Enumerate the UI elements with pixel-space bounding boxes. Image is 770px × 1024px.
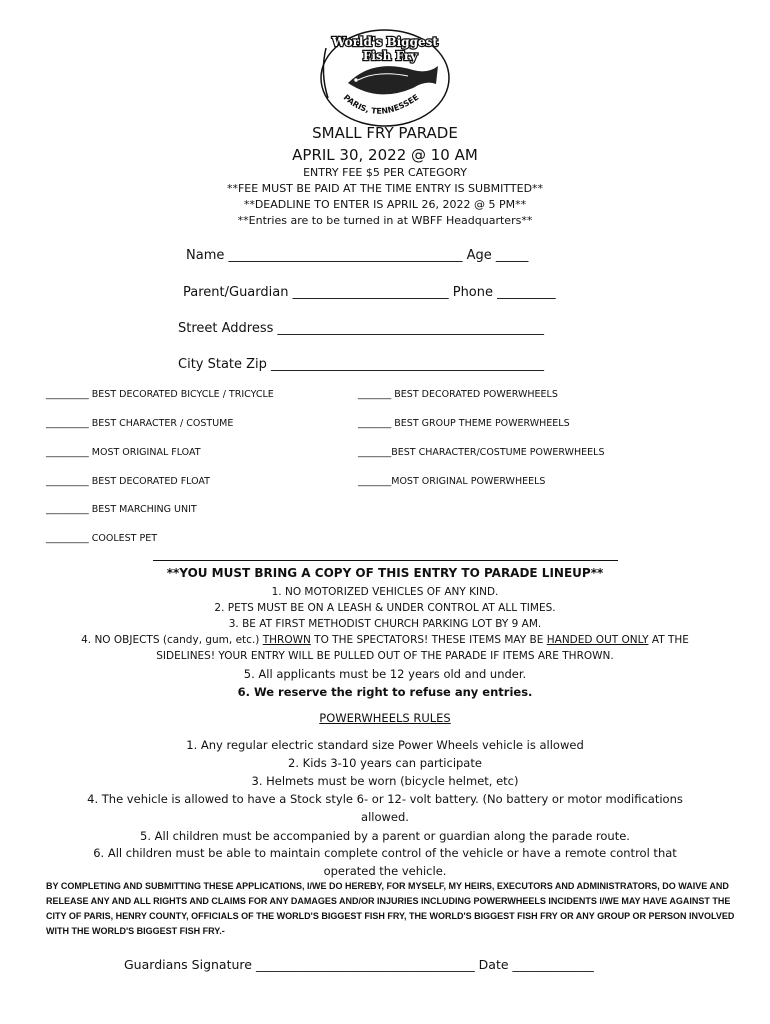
category-costume-powerwheels[interactable]: _______BEST CHARACTER/COSTUME POWERWHEELS (358, 447, 605, 458)
svg-text:World's Biggest: World's Biggest (332, 35, 438, 49)
parade-rule-5: 5. All applicants must be 12 years old and under. (243, 667, 527, 681)
svg-text:Fish Fry: Fish Fry (362, 49, 418, 63)
form-title: SMALL FRY PARADE (312, 124, 458, 142)
powerwheels-rule-6-continued: operated the vehicle. (323, 864, 447, 878)
powerwheels-rule-3: 3. Helmets must be worn (bicycle helmet, etc) (251, 774, 519, 788)
lineup-notice: **YOU MUST BRING A COPY OF THIS ENTRY TO PARADE LINEUP** (166, 566, 604, 580)
category-decorated-float[interactable]: _________ BEST DECORATED FLOAT (46, 476, 210, 487)
world-biggest-fish-fry-logo (318, 28, 452, 128)
parent-phone-field[interactable]: Parent/Guardian ________________________ Phone _________ (183, 285, 556, 300)
divider (153, 560, 618, 561)
svg-text:PARIS, TENNESSEE: PARIS, TENNESSEE (341, 92, 421, 116)
powerwheels-rules-title: POWERWHEELS RULES (319, 711, 451, 725)
parade-rule-4-continued: SIDELINES! YOUR ENTRY WILL BE PULLED OUT OF THE PARADE IF ITEMS ARE THROWN. (156, 650, 614, 662)
entry-fee: ENTRY FEE $5 PER CATEGORY (303, 166, 467, 179)
parade-rule-3: 3. BE AT FIRST METHODIST CHURCH PARKING LOT BY 9 AM. (228, 618, 542, 630)
powerwheels-rule-2: 2. Kids 3-10 years can participate (288, 756, 482, 770)
city-state-zip-field[interactable]: City State Zip __________________________________________ (178, 357, 545, 372)
category-bicycle[interactable]: _________ BEST DECORATED BICYCLE / TRICYCLE (46, 389, 274, 400)
category-group-theme-powerwheels[interactable]: _______ BEST GROUP THEME POWERWHEELS (358, 418, 570, 429)
event-date: APRIL 30, 2022 @ 10 AM (292, 146, 478, 164)
category-decorated-powerwheels[interactable]: _______ BEST DECORATED POWERWHEELS (358, 389, 558, 400)
category-original-powerwheels[interactable]: _______MOST ORIGINAL POWERWHEELS (358, 476, 546, 487)
liability-waiver: BY COMPLETING AND SUBMITTING THESE APPLICATIONS, I/WE DO HEREBY, FOR MYSELF, MY HEIRS, EXECUTORS AND ADMINISTRATORS, DO WAIVE AND RELEASE ANY AND ALL RIGHTS AND CLAIMS FOR ANY DAMAGES AND/OR INJURIES INCLUDING POWERWHEELS INCIDENTS I/WE MAY HAVE AGAINST THE CITY OF PARIS, HENRY COUNTY, OFFICIALS OF THE WORLD'S BIGGEST FISH FRY, THE WORLD'S BIGGEST FISH FRY OR ANY GROUP OR PERSON INVOLVED WITH THE WORLD'S BIGGEST FISH FRY.- (46, 881, 735, 936)
fee-note: **FEE MUST BE PAID AT THE TIME ENTRY IS SUBMITTED** (226, 182, 544, 195)
parade-rule-1: 1. NO MOTORIZED VEHICLES OF ANY KIND. (271, 586, 499, 598)
powerwheels-rule-6: 6. All children must be able to maintain complete control of the vehicle or have a remote control that (93, 846, 677, 860)
street-address-field[interactable]: Street Address _________________________________________ (178, 321, 545, 336)
parade-rule-4: 4. NO OBJECTS (candy, gum, etc.) THROWN TO THE SPECTATORS! THESE ITEMS MAY BE HANDED OUT ONLY AT THE (81, 634, 689, 646)
name-age-field[interactable]: Name ____________________________________ Age _____ (186, 248, 529, 263)
guardian-signature-field[interactable]: Guardians Signature ___________________________________ Date _____________ (124, 957, 594, 972)
category-original-float[interactable]: _________ MOST ORIGINAL FLOAT (46, 447, 201, 458)
category-marching-unit[interactable]: _________ BEST MARCHING UNIT (46, 504, 197, 515)
powerwheels-rule-4: 4. The vehicle is allowed to have a Stock style 6- or 12- volt battery. (No battery or motor modifications (87, 792, 683, 806)
deadline-note: **DEADLINE TO ENTER IS APRIL 26, 2022 @ 5 PM** (243, 198, 527, 211)
category-coolest-pet[interactable]: _________ COOLEST PET (46, 533, 158, 544)
powerwheels-rule-4-continued: allowed. (361, 810, 409, 824)
category-character-costume[interactable]: _________ BEST CHARACTER / COSTUME (46, 418, 234, 429)
powerwheels-rule-5: 5. All children must be accompanied by a parent or guardian along the parade route. (140, 829, 630, 843)
powerwheels-rule-1: 1. Any regular electric standard size Power Wheels vehicle is allowed (186, 738, 584, 752)
parade-rule-6: 6. We reserve the right to refuse any entries. (237, 685, 533, 699)
turn-in-note: **Entries are to be turned in at WBFF Headquarters** (237, 214, 533, 227)
parade-rule-2: 2. PETS MUST BE ON A LEASH & UNDER CONTROL AT ALL TIMES. (214, 602, 556, 614)
